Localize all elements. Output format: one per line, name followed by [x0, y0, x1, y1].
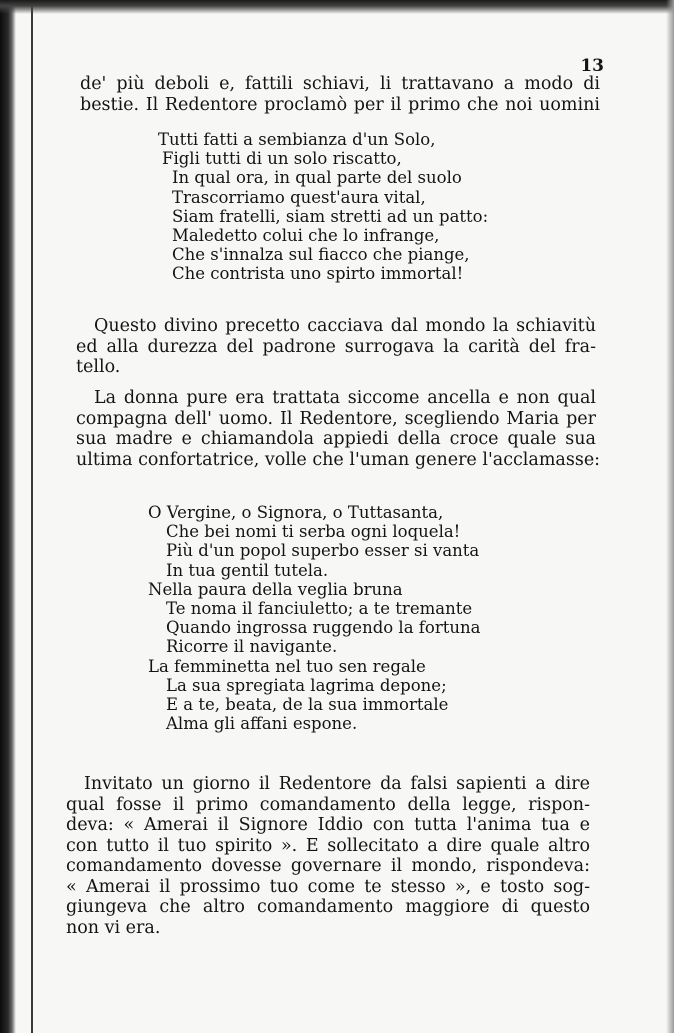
- text-line: non vi era.: [66, 917, 161, 938]
- page-number: 13: [580, 56, 604, 76]
- verse-line: Maledetto colui che lo infrange,: [172, 226, 440, 246]
- verse-line: Che bei nomi ti serba ogni loquela!: [166, 522, 461, 542]
- verse-line: Ricorre il navigante.: [166, 637, 338, 657]
- verse-line: Nella paura della veglia bruna: [148, 579, 403, 599]
- page-top-shadow: [0, 0, 674, 14]
- verse-line: Quando ingrossa ruggendo la fortuna: [166, 618, 481, 638]
- text-line: bestie. Il Redentore proclamò per il primo che noi uomini: [80, 94, 600, 115]
- paragraph-slavery: [76, 316, 596, 378]
- poem-stanza-brotherhood: [158, 130, 488, 284]
- page-right-shadow: [666, 0, 674, 1033]
- text-line: Invitato un giorno il Redentore da falsi sapienti a dire: [84, 774, 590, 794]
- paragraph-commandments: [66, 774, 590, 938]
- text-line: qual fosse il primo comandamento della legge, rispon-: [66, 794, 590, 815]
- verse-line: Tutti fatti a sembianza d'un Solo,: [158, 130, 436, 149]
- verse-line: O Vergine, o Signora, o Tuttasanta,: [148, 503, 444, 522]
- text-line: Questo divino precetto cacciava dal mondo la schiavitù: [94, 316, 596, 336]
- text-line: deva: « Amerai il Signore Iddio con tutta l'anima tua e: [66, 815, 590, 835]
- text-line: comandamento dovesse governare il mondo, rispondeva:: [66, 856, 590, 876]
- text-line: La donna pure era trattata siccome ancella e non qual: [94, 388, 596, 408]
- verse-line: Più d'un popol superbo esser si vanta: [166, 541, 480, 561]
- verse-line: Te noma il fanciuletto; a te tremante: [166, 599, 473, 619]
- text-line: con tutto il tuo spirito ». E sollecitato a dire quale altro: [66, 835, 590, 856]
- page-binding-shadow: [0, 0, 16, 1033]
- text-line: de' più deboli e, fattili schiavi, li trattavano a modo di: [80, 74, 600, 94]
- text-line: ed alla durezza del padrone surrogava la carità del fra-: [76, 336, 596, 357]
- verse-line: Che contrista uno spirto immortal!: [172, 264, 464, 284]
- verse-line: In qual ora, in qual parte del suolo: [172, 168, 462, 188]
- verse-line: E a te, beata, de la sua immortale: [166, 695, 449, 715]
- verse-line: Trascorriamo quest'aura vital,: [172, 187, 426, 207]
- paragraph-woman: [76, 388, 601, 470]
- text-line: tello.: [76, 357, 121, 377]
- page-margin-rule: [31, 0, 33, 1033]
- verse-line: La femminetta nel tuo sen regale: [148, 656, 426, 676]
- verse-line: Siam fratelli, siam stretti ad un patto:: [172, 206, 489, 226]
- verse-line: In tua gentil tutela.: [166, 560, 329, 580]
- verse-line: Alma gli affani espone.: [166, 714, 358, 734]
- poem-stanza-virgin: [148, 503, 480, 733]
- text-line: compagna dell' uomo. Il Redentore, scegliendo Maria per: [76, 408, 596, 429]
- verse-line: Che s'innalza sul fiacco che piange,: [172, 245, 470, 265]
- verse-line: La sua spregiata lagrima depone;: [166, 675, 447, 695]
- text-line: giungeva che altro comandamento maggiore di questo: [66, 897, 590, 917]
- text-line: sua madre e chiamandola appiedi della croce quale sua: [76, 429, 596, 449]
- verse-line: Figli tutti di un solo riscatto,: [162, 149, 402, 169]
- text-line: « Amerai il prossimo tuo come te stesso », e tosto sog-: [66, 876, 590, 897]
- intro-paragraph: [80, 74, 600, 115]
- text-line: ultima confortatrice, volle che l'uman genere l'acclamasse:: [76, 449, 601, 470]
